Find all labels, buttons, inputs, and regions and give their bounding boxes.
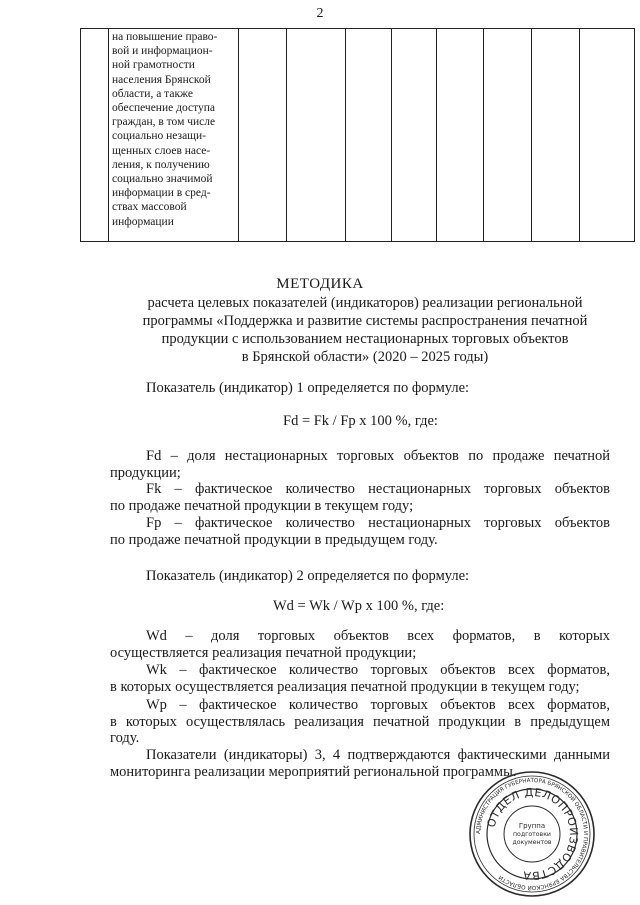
table-cell (532, 29, 580, 242)
table-cell (239, 29, 287, 242)
table-cell-line: щенных слоев насе- (112, 144, 211, 157)
table-cell-line: обеспечение доступа (112, 102, 215, 115)
table-cell-line: ной грамотности (112, 59, 195, 72)
table-cell-line: населения Брянской (112, 73, 211, 86)
indicator2-formula: Wd = Wk / Wp x 100 %, где: (273, 598, 445, 614)
indicator1-definition-fp: Fp – фактическое количество нестационарных торговых объектов по продаже печатной продукции в предыдущем году. (110, 515, 610, 548)
indicator2-intro: Показатель (индикатор) 2 определяется по формуле: (146, 568, 470, 584)
table-cell (392, 29, 437, 242)
table-cell-line: на повышение право- (112, 31, 218, 43)
methodology-title: МЕТОДИКА (276, 276, 364, 292)
table-cell (484, 29, 532, 242)
table-cell-number (81, 29, 109, 242)
table-cell-line: ствах массовой (112, 201, 187, 214)
methodology-subtitle: расчета целевых показателей (индикаторов) реализации региональной программы «Поддержка и развитие системы распространения печатной продукции с использованием нестационарных торговых объектов в Брянской области» (2020 – 2025 годы) (142, 295, 588, 365)
indicator1-definition-fd: Fd – доля нестационарных торговых объектов по продаже печатной продукции; (110, 448, 610, 481)
stamp-center-line: Группа (518, 822, 546, 830)
stamp-center-line: подготовки (513, 831, 551, 838)
table-cell (346, 29, 392, 242)
page-number: 2 (316, 6, 324, 21)
table-cell-line: ления, к получению (112, 158, 210, 171)
table-cell-line: социально значимой (112, 173, 213, 186)
table-cell (287, 29, 346, 242)
indicator2-definition-wp: Wp – фактическое количество торговых объектов всех форматов, в которых осуществлялась реализация печатной продукции в предыдущем году. (110, 697, 610, 746)
table-cell-line: информации в сред- (112, 187, 211, 200)
table-cell-line: информации (112, 215, 174, 228)
table-cell (580, 29, 635, 242)
indicator2-definition-wk: Wk – фактическое количество торговых объектов всех форматов, в которых осуществляется реализация печатной продукции в текущем году; (110, 662, 610, 695)
indicator1-intro: Показатель (индикатор) 1 определяется по формуле: (146, 380, 470, 396)
table-cell-line: вой и информацион- (112, 45, 213, 58)
office-stamp (468, 770, 596, 898)
stamp-center-line: документов (512, 839, 552, 846)
stamp-inner-text: ОТДЕЛ ДЕЛОПРОИЗВОДСТВА (484, 785, 581, 883)
indicator2-definition-wd: Wd – доля торговых объектов всех форматов, в которых осуществляется реализация печатной продукции; (110, 628, 610, 661)
indicator1-definition-fk: Fk – фактическое количество нестационарных торговых объектов по продаже печатной продукции в текущем году; (110, 481, 610, 514)
continuation-table (80, 28, 634, 242)
closing-paragraph: Показатели (индикаторы) 3, 4 подтверждаются фактическими данными мониторинга реализации мероприятий региональной программы. (110, 747, 610, 780)
table-cell-line: области, а также (112, 87, 193, 100)
table-cell (437, 29, 484, 242)
table-cell-description (109, 29, 239, 242)
table-cell-line: граждан, в том числе (112, 116, 216, 129)
stamp-outer-text: АДМИНИСТРАЦИЯ ГУБЕРНАТОРА БРЯНСКОЙ ОБЛАСТИ И ПРАВИТЕЛЬСТВА БРЯНСКОЙ ОБЛАСТИ (475, 777, 589, 891)
table-cell-line: социально незащи- (112, 130, 207, 143)
indicator1-formula: Fd = Fk / Fp x 100 %, где: (283, 413, 438, 429)
